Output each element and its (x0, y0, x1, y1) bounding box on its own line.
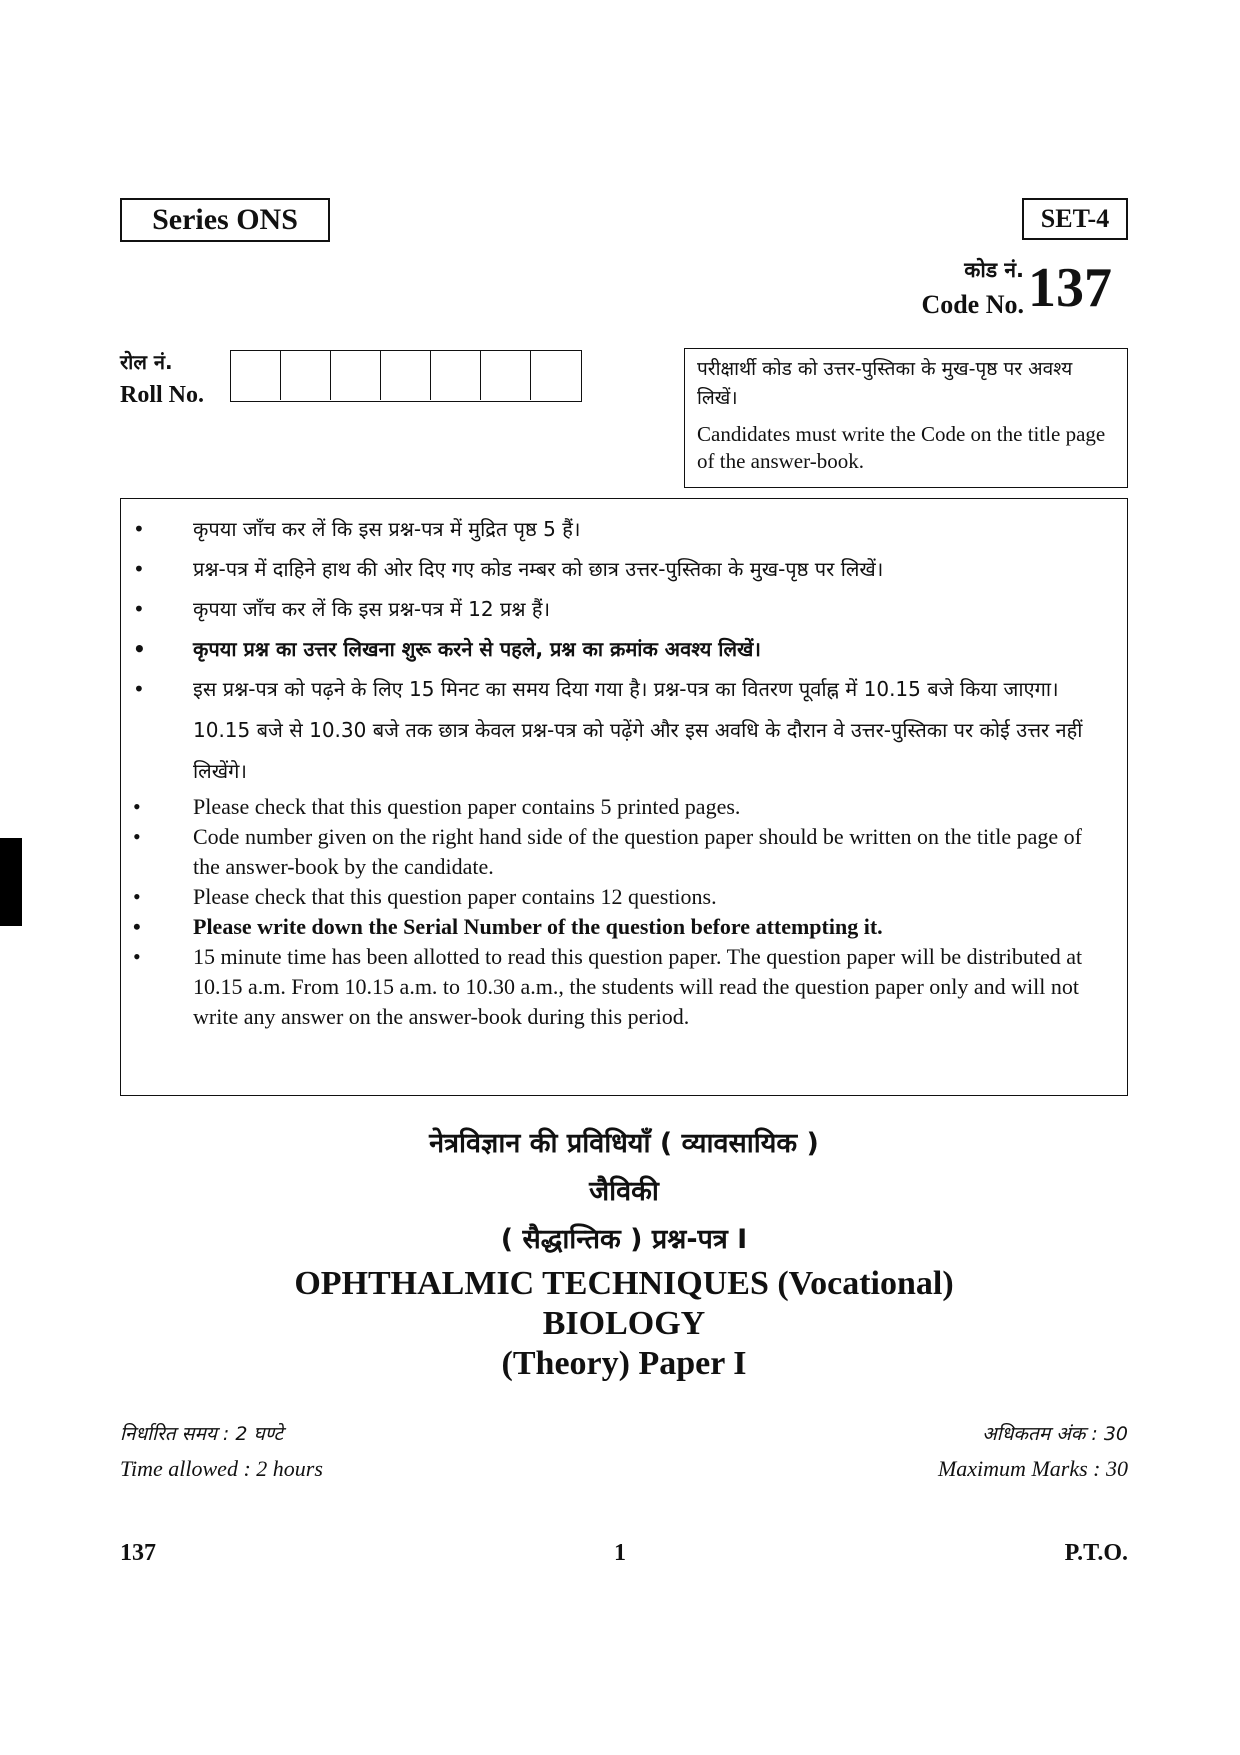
page-number: 1 (614, 1540, 626, 1566)
roll-number-cell[interactable] (531, 351, 581, 400)
time-allowed-hindi: निर्धारित समय : 2 घण्टे (120, 1423, 284, 1445)
instruction-item (121, 589, 1113, 629)
instruction-item (121, 792, 1113, 822)
bullet-icon: • (133, 557, 145, 581)
instruction-text: कृपया प्रश्न का उत्तर लिखना शुरू करने से पहले, प्रश्न का क्रमांक अवश्य लिखें। (193, 637, 761, 661)
roll-label-english: Roll No. (120, 382, 204, 408)
title-english-line-1: OPHTHALMIC TECHNIQUES (Vocational) (294, 1265, 954, 1302)
code-label-hindi: कोड नं. (964, 258, 1024, 282)
bullet-icon: • (133, 824, 141, 849)
roll-number-cell[interactable] (281, 351, 331, 400)
instruction-text: 15 minute time has been allotted to read this question paper. The question paper will be distributed at 10.15 a.m. From 10.15 a.m. to 10.30 a.m., the students will read the question paper only and will not write any answer on the answer-book during this period. (193, 944, 1083, 1029)
instruction-text: प्रश्न-पत्र में दाहिने हाथ की ओर दिए गए कोड नम्बर को छात्र उत्तर-पुस्तिका के मुख-पृष्ठ पर लिखें। (193, 557, 884, 581)
instruction-item (121, 669, 1113, 792)
instruction-text: Code number given on the right hand side of the question paper should be written on the title page of the answer-book by the candidate. (193, 824, 1082, 879)
title-hindi-line-1: नेत्रविज्ञान की प्रविधियाँ ( व्यावसायिक ) (429, 1128, 819, 1159)
set-label: SET-4 (1022, 198, 1128, 240)
bullet-icon: • (133, 944, 141, 969)
bullet-icon: • (133, 517, 145, 541)
instruction-item (121, 509, 1113, 549)
maximum-marks-hindi: अधिकतम अंक : 30 (982, 1423, 1128, 1445)
title-english-line-2: BIOLOGY (542, 1305, 706, 1342)
instructions-list (121, 509, 1113, 1032)
instruction-item (121, 822, 1113, 882)
instruction-text: Please check that this question paper contains 12 questions. (193, 884, 717, 909)
bullet-icon: • (133, 884, 141, 909)
footer-code: 137 (120, 1540, 156, 1566)
code-label-english: Code No. (921, 290, 1024, 319)
roll-number-boxes[interactable] (230, 350, 582, 402)
roll-number-cell[interactable] (231, 351, 281, 400)
code-number: 137 (1028, 257, 1112, 319)
title-hindi-line-2: जैविकी (589, 1176, 659, 1207)
instruction-item (121, 942, 1113, 1032)
title-hindi-line-3: ( सैद्धान्तिक ) प्रश्न-पत्र I (500, 1224, 748, 1255)
bullet-icon: • (133, 637, 146, 661)
instruction-text: कृपया जाँच कर लें कि इस प्रश्न-पत्र में मुद्रित पृष्ठ 5 हैं। (193, 517, 581, 541)
roll-label-hindi: रोल नं. (120, 350, 173, 374)
instruction-text: Please write down the Serial Number of the question before attempting it. (193, 914, 883, 939)
instructions-box (120, 498, 1128, 1096)
instruction-text: कृपया जाँच कर लें कि इस प्रश्न-पत्र में 12 प्रश्न हैं। (193, 597, 551, 621)
paper-title (120, 1120, 1128, 1384)
series-label: Series ONS (120, 198, 330, 242)
roll-number-cell[interactable] (331, 351, 381, 400)
instruction-text: Please check that this question paper contains 5 printed pages. (193, 794, 741, 819)
instruction-item (121, 549, 1113, 589)
bullet-icon: • (133, 677, 145, 701)
candidate-note-english: Candidates must write the Code on the title page of the answer-book. (697, 422, 1106, 473)
time-allowed-english: Time allowed : 2 hours (120, 1456, 323, 1481)
roll-number-cell[interactable] (481, 351, 531, 400)
instruction-item (121, 912, 1113, 942)
bullet-icon: • (133, 794, 141, 819)
bullet-icon: • (133, 597, 145, 621)
candidate-note-hindi: परीक्षार्थी कोड को उत्तर-पुस्तिका के मुख-पृष्ठ पर अवश्य लिखें। (697, 358, 1073, 409)
instruction-item (121, 882, 1113, 912)
maximum-marks-english: Maximum Marks : 30 (937, 1456, 1128, 1481)
bullet-icon: • (133, 914, 141, 939)
roll-number-cell[interactable] (431, 351, 481, 400)
roll-number-cell[interactable] (381, 351, 431, 400)
instruction-text: इस प्रश्न-पत्र को पढ़ने के लिए 15 मिनट का समय दिया गया है। प्रश्न-पत्र का वितरण पूर्वाह्न में 10.15 बजे किया जाएगा। 10.15 बजे से 10.30 बजे तक छात्र केवल प्रश्न-पत्र को पढ़ेंगे और इस अवधि के दौरान वे उत्तर-पुस्तिका पर कोई उत्तर नहीं लिखेंगे। (193, 677, 1083, 783)
pto-label: P.T.O. (1064, 1540, 1128, 1566)
instruction-item (121, 629, 1113, 669)
title-english-line-3: (Theory) Paper I (501, 1345, 747, 1382)
candidate-note-box (684, 348, 1128, 488)
edge-marker (0, 838, 22, 926)
